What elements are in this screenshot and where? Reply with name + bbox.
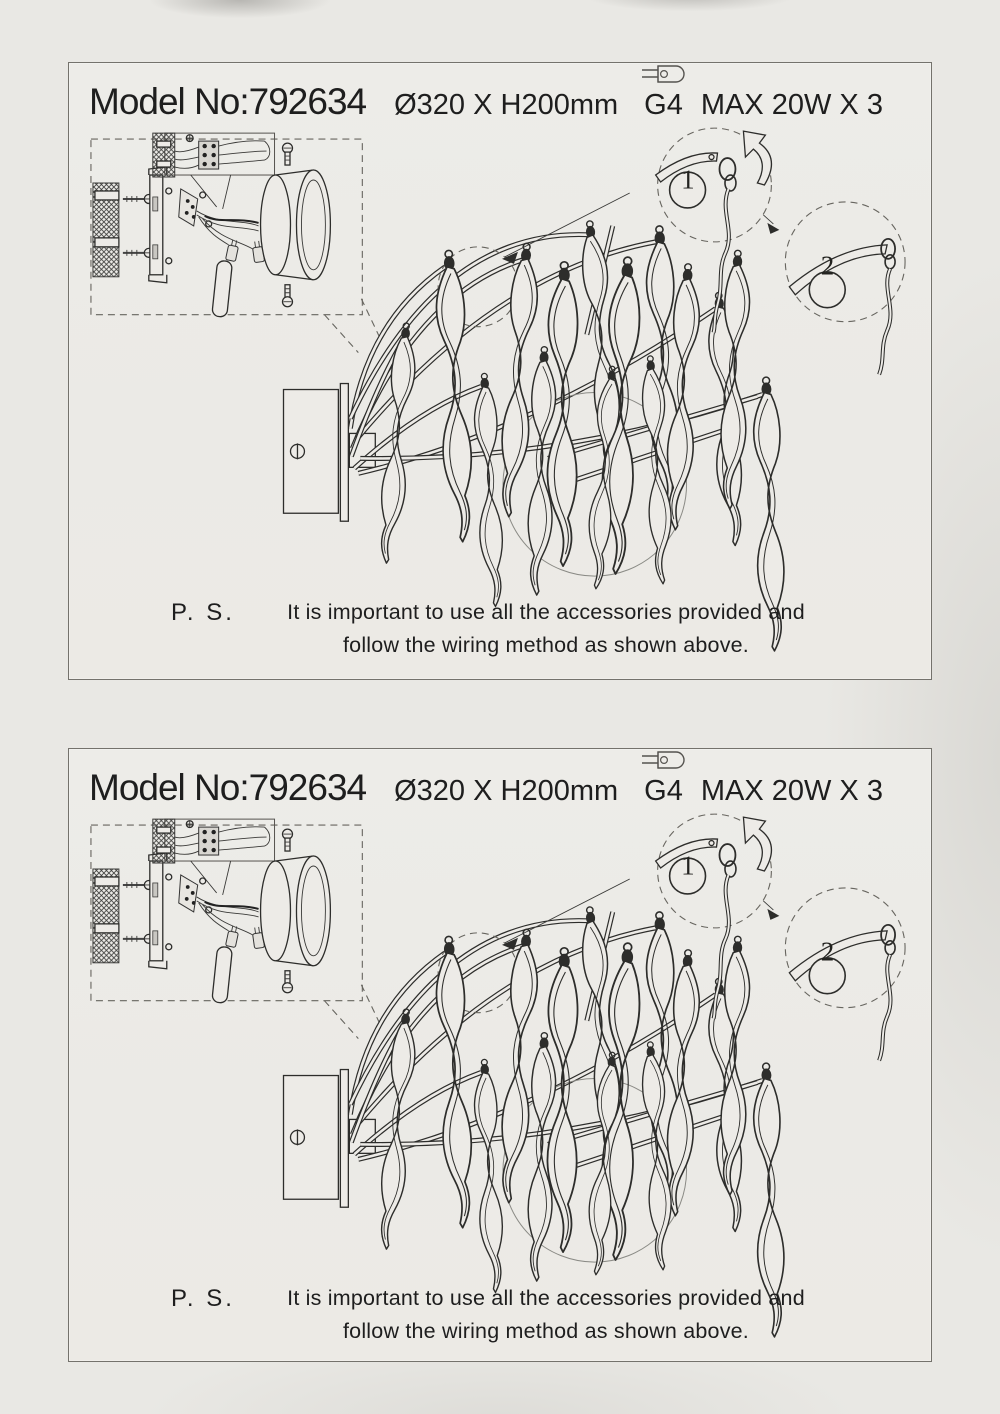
- socket-label: G4: [644, 89, 683, 121]
- wall-lamp-assembly-drawing: [69, 127, 931, 671]
- dimensions-label: Ø320 X H200mm: [394, 775, 619, 807]
- max-wattage-label: MAX 20W X 3: [700, 89, 883, 121]
- wall-lamp-assembly-drawing: [69, 813, 931, 1357]
- postscript-note: [69, 593, 931, 671]
- callout-step-2-number: 2: [820, 936, 835, 967]
- g4-bulb-icon: [638, 62, 690, 86]
- ps-label: P. S.: [171, 1285, 235, 1312]
- ps-line-2: follow the wiring method as shown above.: [343, 633, 749, 657]
- ps-line-1: It is important to use all the accessories provided and: [287, 1286, 805, 1310]
- socket-type: [644, 775, 683, 808]
- ps-text: [219, 1282, 873, 1348]
- callout-step-2-number: 2: [820, 250, 835, 281]
- socket-type: [644, 89, 683, 122]
- assembly-diagram: [69, 127, 931, 593]
- dimensions-label: Ø320 X H200mm: [394, 89, 619, 121]
- postscript-note: [69, 1279, 931, 1357]
- ps-text: [219, 596, 873, 662]
- callout-step-1-number: 1: [681, 850, 695, 881]
- panel-header: [69, 63, 931, 123]
- ps-line-2: follow the wiring method as shown above.: [343, 1319, 749, 1343]
- instruction-panel-bottom: [68, 748, 932, 1362]
- model-number-label: Model No:792634: [89, 767, 367, 808]
- ps-label: P. S.: [171, 599, 235, 626]
- max-wattage-label: MAX 20W X 3: [700, 775, 883, 807]
- instruction-panel-top: [68, 62, 932, 680]
- panel-header: [69, 749, 931, 809]
- ps-line-1: It is important to use all the accessories provided and: [287, 600, 805, 624]
- model-number-label: Model No:792634: [89, 81, 367, 122]
- assembly-diagram: [69, 813, 931, 1279]
- g4-bulb-icon: [638, 748, 690, 772]
- callout-step-1-number: 1: [681, 164, 695, 195]
- socket-label: G4: [644, 775, 683, 807]
